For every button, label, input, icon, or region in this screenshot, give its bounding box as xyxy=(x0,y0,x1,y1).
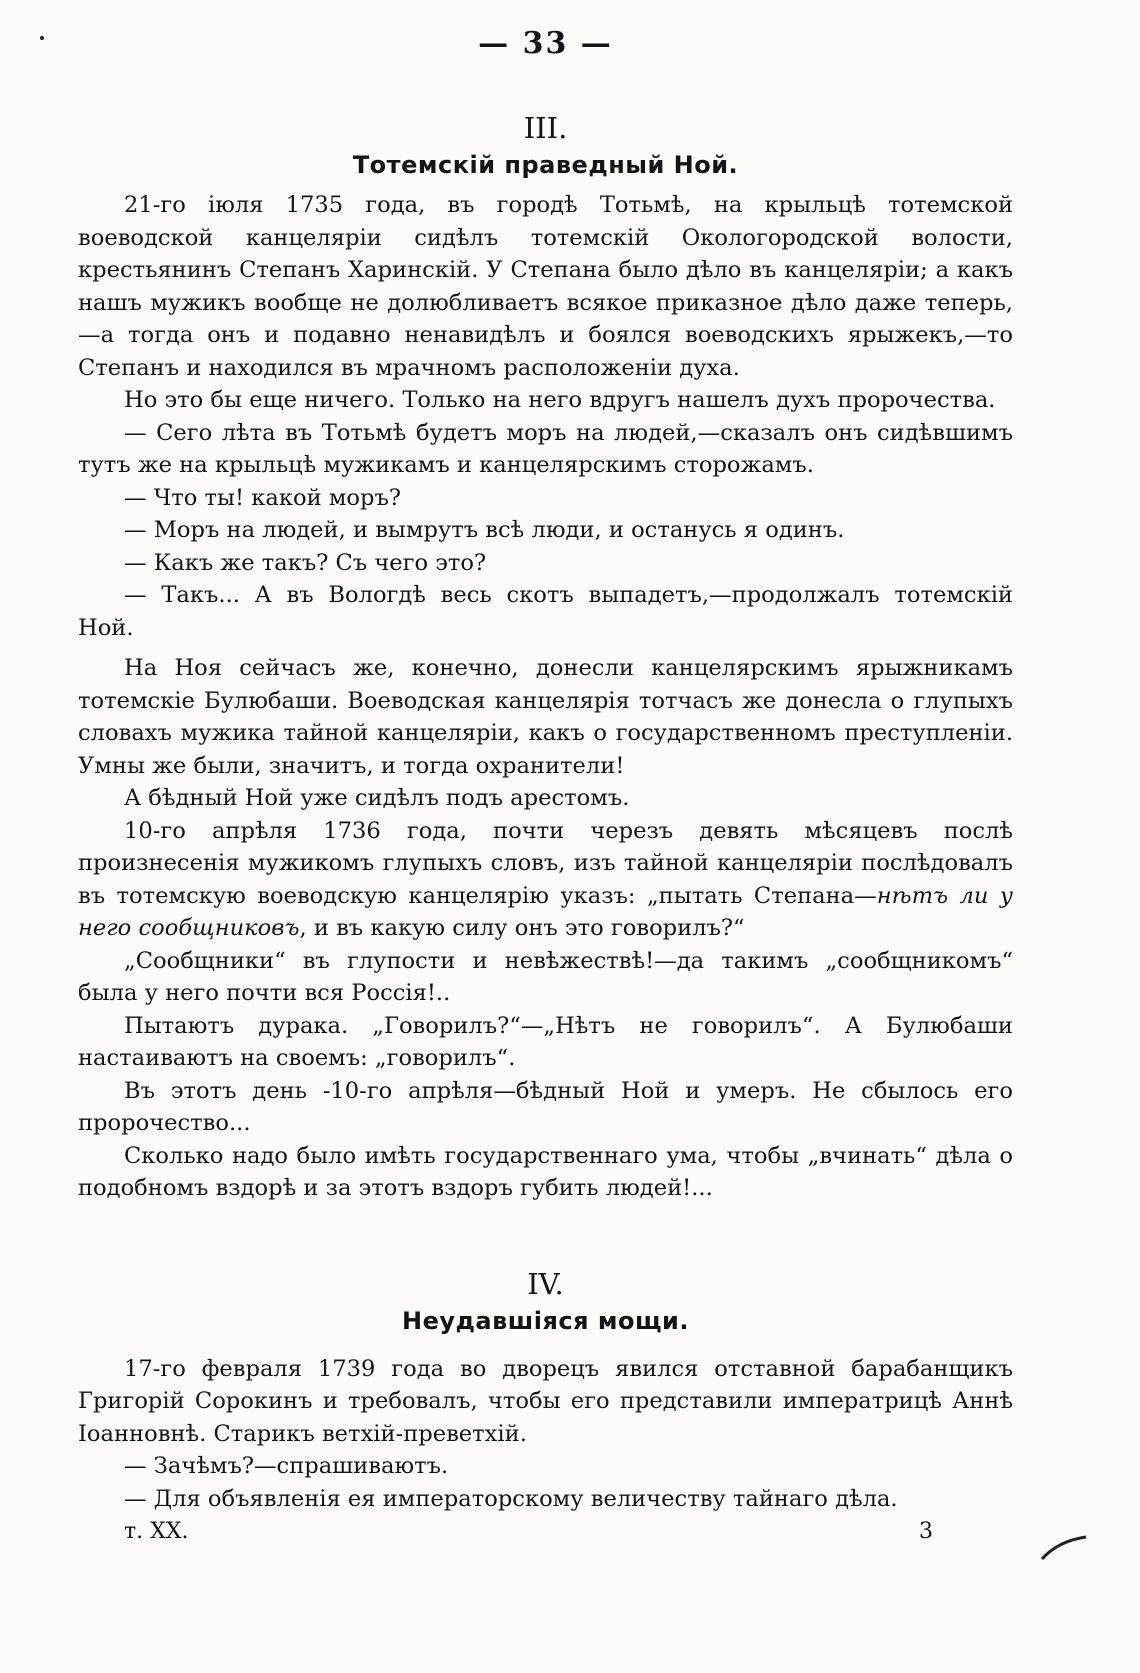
paragraph: 17-го февраля 1739 года во дворецъ явился отставной барабанщикъ Григорій Сорокинъ и требовалъ, чтобы его представили императрицѣ Аннѣ Іоанновнѣ. Старикъ ветхій-преветхій. xyxy=(78,1355,1013,1447)
paragraph: На Ноя сейчасъ же, конечно, донесли канцелярскимъ ярыжникамъ тотемскіе Булюбаши. Воеводская канцелярія тотчасъ же донесла о глупыхъ словахъ мужика тайной канцеляріи, какъ о государственномъ преступленіи. Умны же были, значитъ, и тогда охранители! xyxy=(78,655,1013,779)
paragraph: — Такъ... А въ Вологдѣ весь скотъ выпадетъ,—продолжалъ тотемскій Ной. xyxy=(78,582,1013,641)
paragraph: 21-го іюля 1735 года, въ городѣ Тотьмѣ, на крыльцѣ тотемской воеводской канцеляріи сидѣлъ тотемскій Окологородской волости, крестьянинъ Степанъ Харинскій. У Степана было дѣло въ канцеляріи; а какъ нашъ мужикъ вообще не долюбливаетъ всякое приказное дѣло даже теперь,—а тогда онъ и подавно ненавидѣлъ и боялся воеводскихъ ярыжекъ,—то Степанъ и находился въ мрачномъ расположеніи духа. xyxy=(78,192,1013,381)
paragraph: — Сего лѣта въ Тотьмѣ будетъ моръ на людей,—сказалъ онъ сидѣвшимъ тутъ же на крыльцѣ мужикамъ и канцелярскимъ сторожамъ. xyxy=(78,419,1013,478)
section-number: III. xyxy=(523,111,568,145)
paragraph: „Сообщники“ въ глупости и невѣжествѣ!—да такимъ „сообщникомъ“ была у него почти вся Россія!.. xyxy=(78,947,1013,1006)
paragraph: Но это бы еще ничего. Только на него вдругъ нашелъ духъ пророчества. xyxy=(124,387,996,413)
page-footer xyxy=(78,1519,1013,1544)
document-page xyxy=(78,26,1013,1544)
paragraph: — Моръ на людей, и вымрутъ всѣ люди, и останусь я одинъ. xyxy=(124,517,845,543)
section-3 xyxy=(78,111,1013,1205)
paragraph: Въ этотъ день -10-го апрѣля—бѣдный Ной и умеръ. Не сбылось его пророчество... xyxy=(78,1077,1013,1136)
italic-quote: нѣтъ ли у него сообщниковъ xyxy=(78,882,1013,941)
paragraph-text: , и въ какую силу онъ это говорилъ?“ xyxy=(299,915,745,941)
paragraph xyxy=(78,815,1013,945)
sheet-number: 3 xyxy=(919,1519,933,1544)
paragraph-text: 10-го апрѣля 1736 года, почти черезъ девять мѣсяцевъ послѣ произнесенія мужикомъ глупыхъ словъ, изъ тайной канцеляріи послѣдовалъ въ тотемскую воеводскую канцелярію указъ: „пытать Степана— xyxy=(78,817,1013,909)
section-4 xyxy=(78,1267,1013,1516)
paragraph: — Для объявленія ея императорскому величеству тайнаго дѣла. xyxy=(124,1485,898,1512)
section-title: Тотемскій праведный Ной. xyxy=(352,151,739,179)
section-title: Неудавшіяся мощи. xyxy=(402,1306,689,1335)
paragraph: — Зачѣмъ?—спрашиваютъ. xyxy=(124,1453,449,1479)
paragraph: Пытаютъ дурака. „Говорилъ?“—„Нѣтъ не говорилъ“. А Булюбаши настаиваютъ на своемъ: „говорилъ“. xyxy=(78,1012,1013,1071)
paragraph: Сколько надо было имѣть государственнаго ума, чтобы „вчинать“ дѣла о подобномъ вздорѣ и за этотъ вздоръ губить людей!... xyxy=(78,1142,1013,1201)
paragraph: — Какъ же такъ? Съ чего это? xyxy=(124,549,487,576)
paragraph: А бѣдный Ной уже сидѣлъ подъ арестомъ. xyxy=(124,785,630,811)
ink-mark-decoration xyxy=(1040,1525,1090,1565)
volume-signature: т. XX. xyxy=(124,1519,189,1544)
page-number: — 33 — xyxy=(478,26,613,61)
paragraph: — Что ты! какой моръ? xyxy=(124,484,401,511)
speck-decoration xyxy=(40,36,44,40)
section-number: IV. xyxy=(527,1266,564,1301)
